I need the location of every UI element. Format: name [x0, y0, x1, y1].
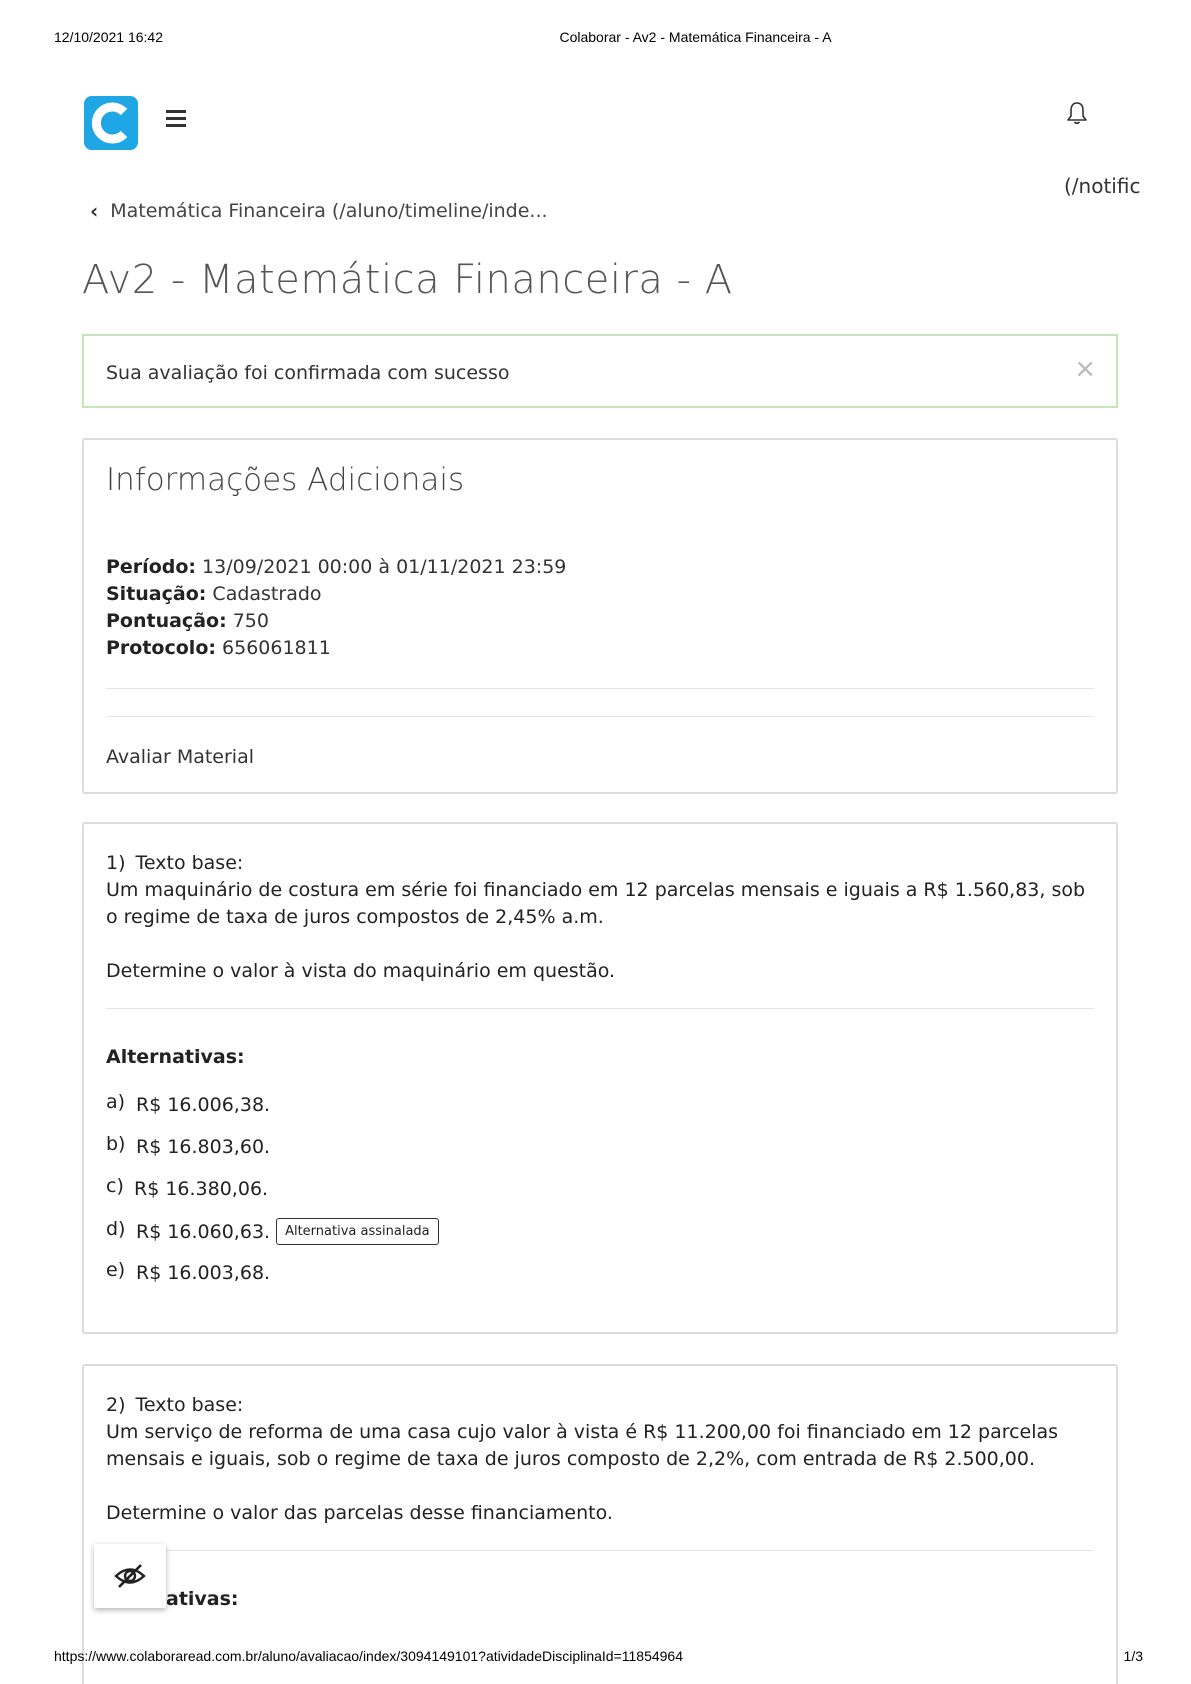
eye-slash-icon: [114, 1563, 146, 1589]
question-body: [106, 850, 1094, 985]
alternative-d[interactable]: d) R$ 16.060,63. Alternativa assinalada: [106, 1218, 439, 1245]
print-page-number: 1/3: [1123, 1648, 1143, 1664]
bell-icon[interactable]: [1066, 101, 1088, 125]
question-ask: Determine o valor à vista do maquinário em questão.: [106, 960, 616, 982]
divider: [106, 1550, 1094, 1551]
question-base-label: Texto base:: [135, 1394, 244, 1416]
breadcrumb-label: Matemática Financeira (/aluno/timeline/inde...: [110, 200, 548, 222]
info-title: Informações Adicionais: [106, 462, 465, 498]
question-text: Um serviço de reforma de uma casa cujo valor à vista é R$ 11.200,00 foi financiado em 12 parcelas mensais e iguais, sob o regime de taxa de juros composto de 2,2%, com entrada de R$ 2.500,00.: [106, 1421, 1059, 1470]
info-list: [106, 554, 566, 662]
question-card: [82, 1364, 1118, 1684]
alert-message: Sua avaliação foi confirmada com sucesso: [106, 362, 510, 384]
selected-badge: Alternativa assinalada: [276, 1218, 439, 1245]
divider: [106, 716, 1094, 717]
alternative-b[interactable]: b) R$ 16.803,60.: [106, 1133, 271, 1158]
question-ask: Determine o valor das parcelas desse financiamento.: [106, 1502, 613, 1524]
info-situacao: Situação: Cadastrado: [106, 583, 322, 605]
divider: [106, 688, 1094, 689]
colaborar-logo[interactable]: [84, 96, 138, 150]
success-alert: [82, 334, 1118, 408]
alternative-c[interactable]: c) R$ 16.380,06.: [106, 1175, 269, 1200]
question-number: 2): [106, 1394, 126, 1416]
hamburger-icon[interactable]: [166, 108, 188, 130]
print-doc-title: Colaborar - Av2 - Matemática Financeira - A: [559, 29, 832, 45]
question-text: Um maquinário de costura em série foi financiado em 12 parcelas mensais e iguais a R$ 1.560,83, sob o regime de taxa de juros compostos de 2,45% a.m.: [106, 879, 1086, 928]
print-url: https://www.colaboraread.com.br/aluno/avaliacao/index/3094149101?atividadeDisciplinaId=11854964: [54, 1648, 684, 1664]
notification-link[interactable]: (/notific: [1064, 174, 1141, 198]
question-card: [82, 822, 1118, 1334]
hide-toggle-button[interactable]: [94, 1544, 166, 1608]
page-title: Av2 - Matemática Financeira - A: [82, 257, 733, 303]
info-periodo: Período: 13/09/2021 00:00 à 01/11/2021 23:59: [106, 556, 567, 578]
info-pontuacao: Pontuação: 750: [106, 610, 269, 632]
question-base-label: Texto base:: [135, 852, 244, 874]
print-header: [0, 29, 1191, 49]
divider: [106, 1008, 1094, 1009]
chevron-left-icon: ‹: [90, 199, 99, 223]
breadcrumb[interactable]: [90, 199, 548, 223]
avaliar-material-link[interactable]: Avaliar Material: [106, 746, 255, 768]
question-body: [106, 1392, 1094, 1527]
alternative-e[interactable]: e) R$ 16.003,68.: [106, 1259, 271, 1284]
alternative-a[interactable]: a) R$ 16.006,38.: [106, 1091, 271, 1116]
print-datetime: 12/10/2021 16:42: [54, 29, 163, 45]
close-icon[interactable]: ×: [1074, 354, 1096, 384]
print-footer: [0, 1648, 1191, 1668]
info-card: [82, 438, 1118, 794]
info-protocolo: Protocolo: 656061811: [106, 637, 331, 659]
alternatives-title: ativas:: [166, 1588, 239, 1610]
alternatives-title: Alternativas:: [106, 1046, 245, 1068]
question-number: 1): [106, 852, 126, 874]
